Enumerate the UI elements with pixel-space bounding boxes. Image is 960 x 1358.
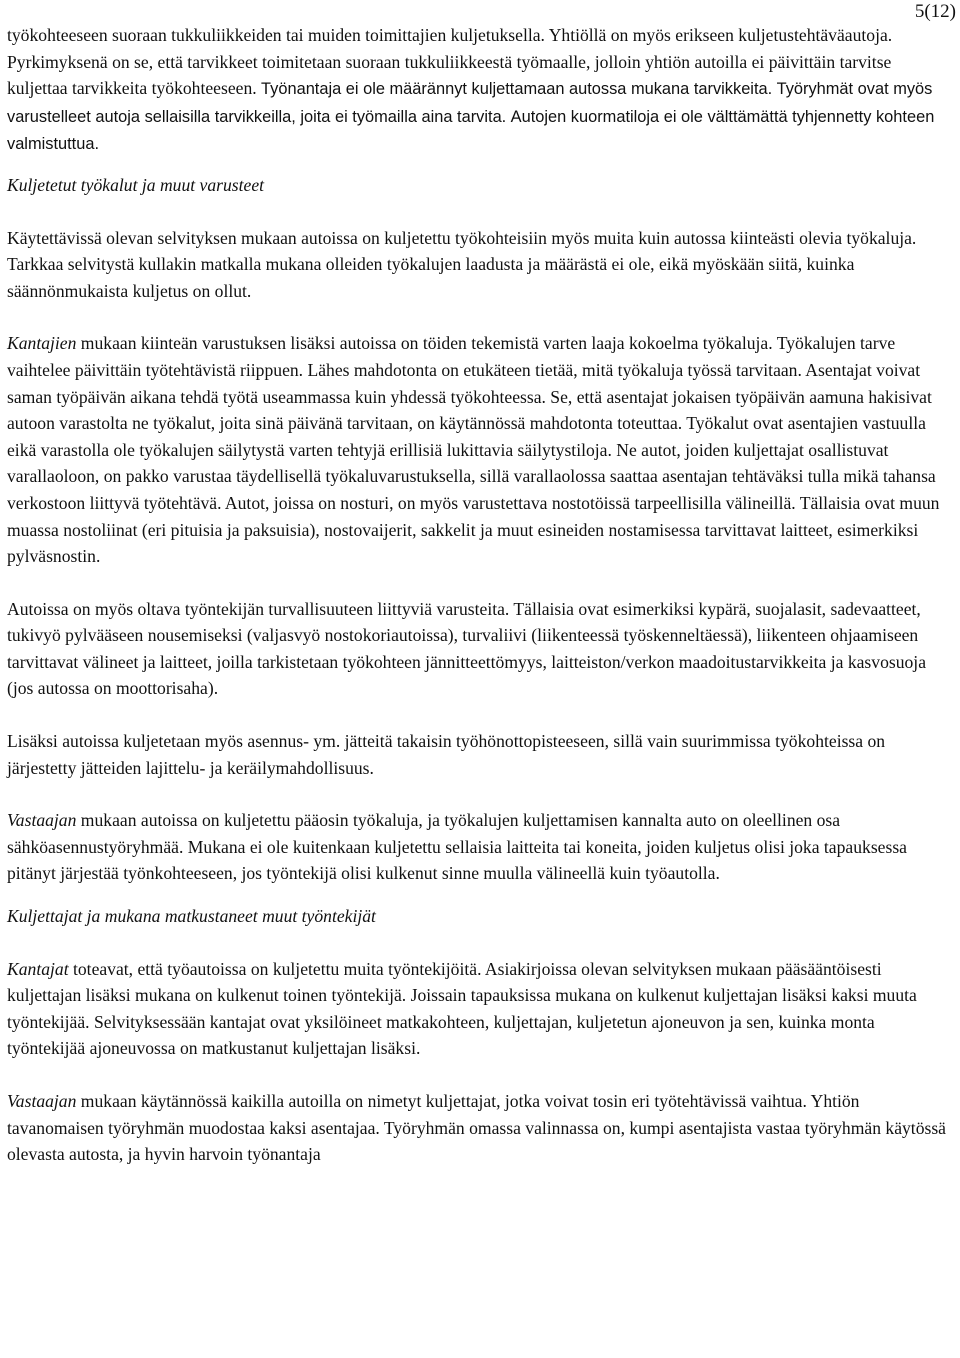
document-body [7, 22, 951, 1168]
paragraph-defendant-tools-text: mukaan autoissa on kuljetettu pääosin työkaluja, ja työkalujen kuljettamisen kannalta auto on oleellinen osa sähköasennustyöryhmää. Mukana ei ole kuitenkaan kuljetettu sellaisia laitteita tai koneita, joiden kuljetus olisi joka tapauksessa pitänyt järjestää työnkohteeseen, jos työntekijä olisi kulkenut sinne muulla välineellä kuin työautolla. [7, 810, 907, 884]
paragraph-delivery-text-c: Työryhmät ovat myös varustelleet autoja sellaisilla tarvikkeilla, joita ei työmailla aina tarvita. [7, 80, 933, 126]
page-number: 5(12) [914, 1, 956, 22]
party-name-plaintiffs-2: Kantajat [7, 958, 69, 979]
paragraph-waste-transport: Lisäksi autoissa kuljetetaan myös asennus- ym. jätteitä takaisin työhönottopisteeseen, sillä vain suurimmissa työkohteissa on järjestetty jätteiden lajittelu- ja keräilymahdollisuus. [7, 731, 886, 778]
paragraph-safety-equipment: Autoissa on myös oltava työntekijän turvallisuuteen liittyviä varusteita. Tällaisia ovat esimerkiksi kypärä, suojalasit, sadevaatteet, tukivyö pylvääseen nousemiseksi (valjasvyö nostokoriautoissa), turvaliivi (liikenteessä työskenneltäessä), liikenteen ohjaamiseen tarvittavat välineet ja laitteet, joilla tarkistetaan työkohteen jännitteettömyys, laitteiston/verkon maadoitustarvikkeita ja kasvosuoja (jos autossa on moottorisaha). [7, 598, 926, 699]
paragraph-plaintiffs-passengers-text: toteavat, että työautoissa on kuljetettu muita työntekijöitä. Asiakirjoissa olevan selvityksen mukaan pääsääntöisesti kuljettajan lisäksi mukana on kulkenut toinen työntekijä. Joissain tapauksissa mukana on kulkenut kuljettajan lisäksi kaksi muuta työntekijää. Selvityksessään kantajat ovat yksilöineet matkakohteen, kuljettajan, kuljetetun ajoneuvon ja sen, kuinka monta työntekijää ajoneuvossa on matkustanut kuljettajan lisäksi. [7, 958, 917, 1059]
paragraph-plaintiffs-tools [7, 330, 951, 569]
section-heading-drivers: Kuljettajat ja mukana matkustaneet muut työntekijät [7, 906, 376, 927]
paragraph-tools-survey: Käytettävissä olevan selvityksen mukaan autoissa on kuljetettu työkohteisiin myös muita kuin autossa kiinteästi olevia työkaluja. Tarkkaa selvitystä kullakin matkalla mukana olleiden työkalujen laadusta ja määrästä ei ole, eikä myöskään siitä, kuinka säännönmukaista kuljetus on ollut. [7, 227, 917, 301]
paragraph-delivery-text-d: Autojen kuormatiloja ei ole välttämättä tyhjennetty kohteen valmistuttua. [7, 107, 935, 154]
section-heading-tools: Kuljetetut työkalut ja muut varusteet [7, 174, 265, 195]
paragraph-defendant-drivers-text: mukaan käytännössä kaikilla autoilla on nimetyt kuljettajat, jotka voivat tosin eri työtehtävissä vaihtua. Yhtiön tavanomaisen työryhmän muodostaa kaksi asentajaa. Työryhmän omassa valinnassa on, kumpi asentajista vastaa työryhmän käytössä olevasta autosta, ja hyvin harvoin työnantaja [7, 1091, 946, 1165]
paragraph-delivery-text-b: Työnantaja ei ole määrännyt kuljettamaan autossa mukana tarvikkeita. [261, 80, 773, 99]
paragraph-defendant-drivers [7, 1088, 951, 1168]
paragraph-delivery [7, 22, 951, 158]
paragraph-plaintiffs-passengers [7, 956, 951, 1062]
paragraph-plaintiffs-tools-text: mukaan kiinteän varustuksen lisäksi autoissa on töiden tekemistä varten laaja kokoelma työkaluja. Työkalujen tarve vaihtelee päivittäin työtehtävistä riippuen. Lähes mahdotonta on etukäteen tietää, mitä työkaluja työssä tarvitaan. Asentajat voivat saman työpäivän aikana tehdä työtä useammassa kuin yhdessä työkohteessa. Se, että asentajat jokaisen työpäivän aamuna hakisivat autoon varastolta ne työkalut, joita sinä päivänä tarvitaan, on käytännössä mahdotonta toteuttaa. Työkalut ovat asentajien vastuulla eikä varastolla ole työkalujen säilytystä varten tehtyjä erillisiä lukittavia säilytystiloja. Ne autot, joiden kuljettajat osallistuvat varallaoloon, on pakko varustaa täydellisellä työkaluvarustuksella, sillä varallaolossa saattaa asentajan tehtäväksi tulla mikä tahansa verkostoon liittyvä työtehtävä. Autot, joissa on nosturi, on myös varustettava nostotöissä tarpeellisilla välineillä. Tällaisia ovat muun muassa nostoliinat (eri pituisia ja paksuisia), nostovaijerit, sakkelit ja muut esineiden nostamisessa tarvittavat laitteet, esimerkiksi pylväsnostin. [7, 333, 940, 567]
party-name-defendant: Vastaajan [7, 810, 77, 831]
paragraph-delivery-text-a: työkohteeseen suoraan tukkuliikkeiden tai muiden toimittajien kuljetuksella. Yhtiöllä on myös erikseen kuljetustehtäväautoja. Pyrkimyksenä on se, että tarvikkeet toimitetaan suoraan tukkuliikkeestä työmaalle, jolloin yhtiön autoilla ei päivittäin tarvitse kuljettaa tarvikkeita työkohteeseen. [7, 25, 893, 99]
paragraph-defendant-tools [7, 807, 951, 887]
party-name-plaintiffs: Kantajien [7, 333, 77, 354]
party-name-defendant-2: Vastaajan [7, 1091, 77, 1111]
